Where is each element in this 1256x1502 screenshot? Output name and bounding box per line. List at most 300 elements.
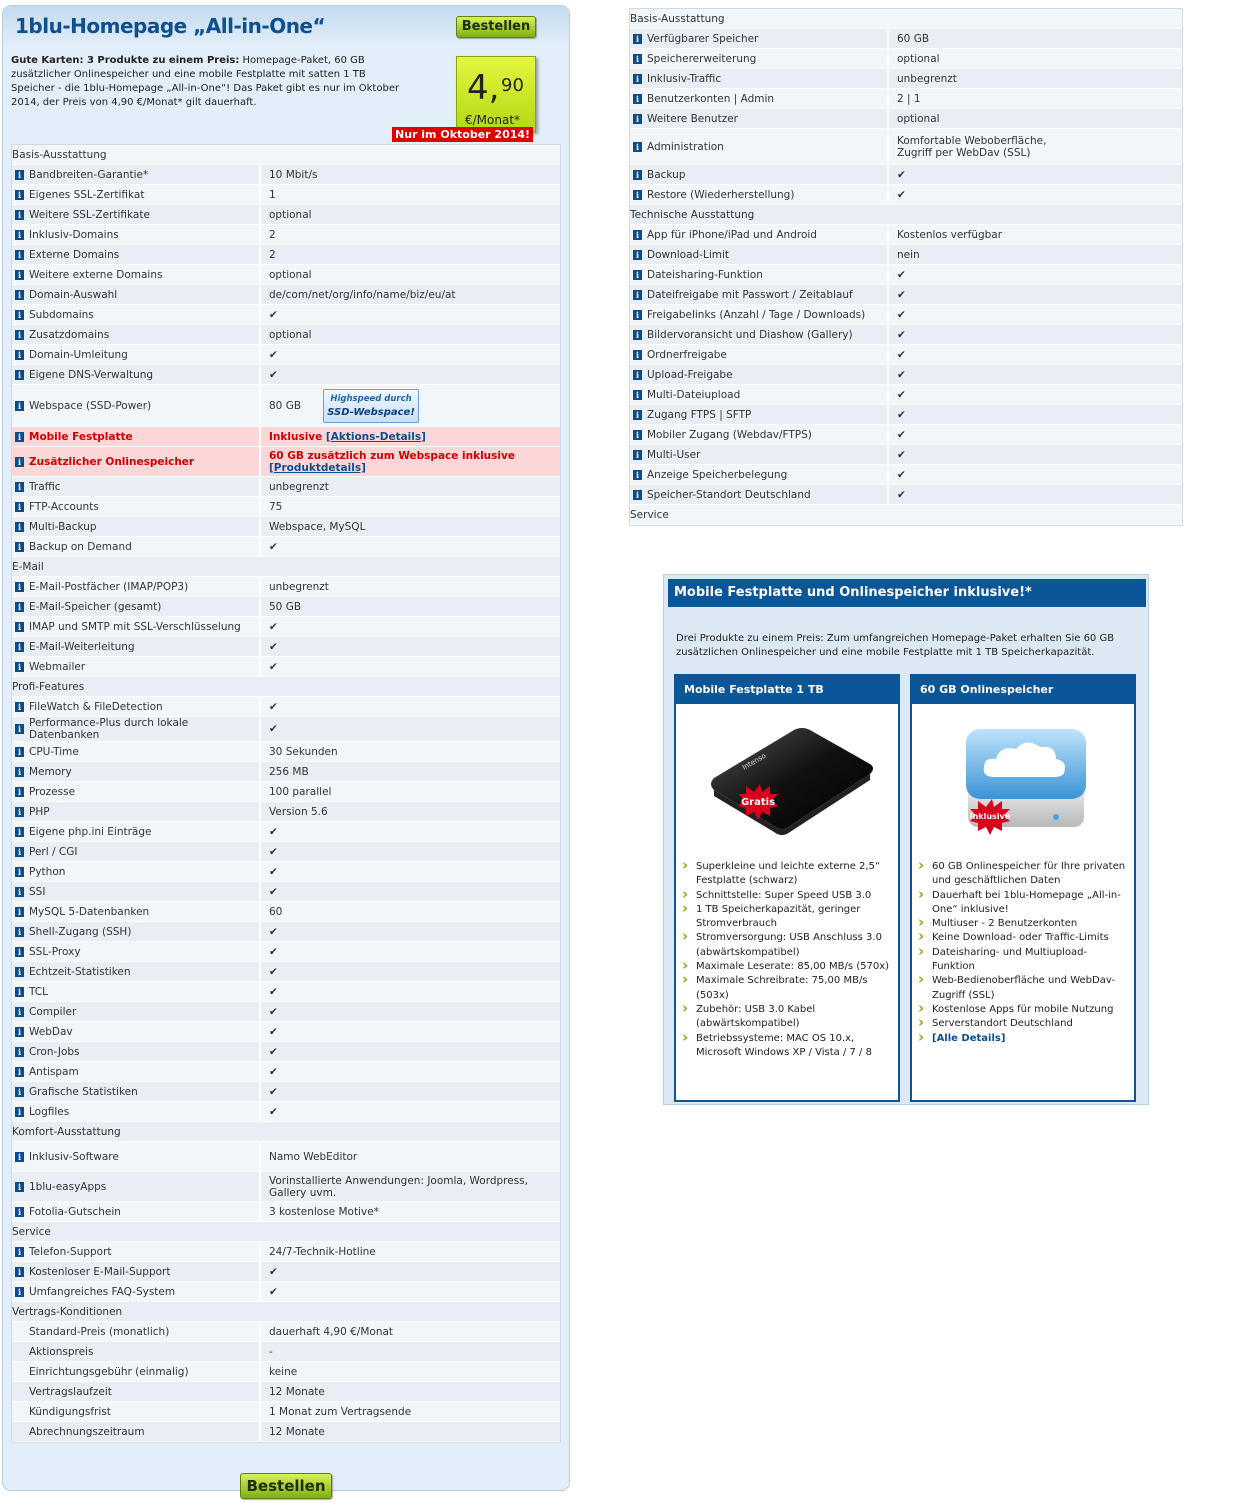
checkmark-icon: ✔ <box>269 865 278 878</box>
row-label: Compiler <box>26 1002 261 1022</box>
storage-feature-list <box>918 860 1128 1046</box>
value-text: 60 GB <box>897 32 930 45</box>
row-value <box>261 345 560 365</box>
info-icon[interactable]: i <box>15 867 24 877</box>
row-label: Telefon-Support <box>26 1242 261 1262</box>
row-label: CPU-Time <box>26 742 261 762</box>
info-cell <box>12 1042 26 1062</box>
row-label: Dateisharing-Funktion <box>644 265 889 285</box>
section-row <box>12 1122 560 1142</box>
list-item: › Maximale Schreibrate: 75,00 MB/s (503x) <box>682 974 892 1003</box>
table-row <box>12 1282 560 1302</box>
row-label: Multi-Dateiupload <box>644 385 889 405</box>
row-value <box>889 425 1182 445</box>
info-cell <box>12 305 26 325</box>
checkmark-icon: ✔ <box>269 348 278 361</box>
info-cell <box>630 405 644 425</box>
info-cell <box>630 285 644 305</box>
info-icon[interactable]: i <box>15 170 24 180</box>
row-value <box>261 305 560 325</box>
info-cell <box>12 1172 26 1202</box>
info-icon[interactable]: i <box>15 642 24 652</box>
row-value <box>889 325 1182 345</box>
row-value <box>261 477 560 497</box>
info-cell <box>12 742 26 762</box>
table-row <box>12 1082 560 1102</box>
value-text: Vorinstallierte Anwendungen: Joomla, Wordpress, Gallery uvm. <box>269 1174 528 1199</box>
value-text: 50 GB <box>269 600 302 613</box>
table-row <box>630 185 1182 205</box>
row-value <box>889 445 1182 465</box>
section-row <box>630 205 1182 225</box>
row-value <box>261 1142 560 1172</box>
info-icon[interactable]: i <box>15 522 24 532</box>
row-value <box>261 902 560 922</box>
row-value <box>889 485 1182 505</box>
offer-badge: Nur im Oktober 2014! <box>392 127 533 142</box>
table-row <box>630 89 1182 109</box>
info-cell <box>630 425 644 445</box>
info-icon[interactable]: i <box>15 1152 24 1162</box>
info-cell <box>630 445 644 465</box>
table-row <box>12 942 560 962</box>
row-value <box>889 225 1182 245</box>
order-button-bottom[interactable]: Bestellen <box>240 1473 332 1499</box>
table-row <box>630 225 1182 245</box>
table-row <box>630 165 1182 185</box>
list-item: › Dateisharing- und Multiupload-Funktion <box>918 946 1128 975</box>
info-icon[interactable]: i <box>15 210 24 220</box>
info-cell <box>630 365 644 385</box>
info-icon[interactable]: i <box>15 582 24 592</box>
info-icon[interactable]: i <box>15 482 24 492</box>
row-label: Vertragslaufzeit <box>26 1382 261 1402</box>
info-icon[interactable]: i <box>15 887 24 897</box>
info-icon[interactable]: i <box>15 767 24 777</box>
value-text: de/com/net/org/info/name/biz/eu/at <box>269 288 456 301</box>
info-icon[interactable]: i <box>15 827 24 837</box>
info-cell <box>12 762 26 782</box>
row-value <box>261 597 560 617</box>
info-icon[interactable]: i <box>15 290 24 300</box>
table-row <box>12 697 560 717</box>
row-value <box>261 1022 560 1042</box>
info-icon[interactable]: i <box>15 1087 24 1097</box>
info-icon[interactable]: i <box>15 270 24 280</box>
row-label: Prozesse <box>26 782 261 802</box>
checkmark-icon: ✔ <box>269 1085 278 1098</box>
row-label: Weitere Benutzer <box>644 109 889 129</box>
row-value <box>261 1282 560 1302</box>
table-row <box>630 29 1182 49</box>
info-cell <box>12 165 26 185</box>
promo-body: Homepage-Paket, 60 GB zusätzlicher Onlinespeicher und eine mobile Festplatte mit satten 1 TB Speicher - die 1blu-Homepage „All-in-One“! Das Paket gibt es nur im Oktober 2014, der Preis von 4,90 €/Monat* gilt dauerhaft. <box>11 55 400 108</box>
info-cell <box>12 657 26 677</box>
table-row <box>12 762 560 782</box>
value-text: 2 <box>269 228 276 241</box>
row-label: Webmailer <box>26 657 261 677</box>
checkmark-icon: ✔ <box>897 168 906 181</box>
value-text: Zugriff per WebDav (SSL) <box>897 146 1031 159</box>
table-row <box>630 405 1182 425</box>
table-row <box>12 517 560 537</box>
row-label: Echtzeit-Statistiken <box>26 962 261 982</box>
list-item: › Maximale Leserate: 85,00 MB/s (570x) <box>682 960 892 974</box>
value-text: Version 5.6 <box>269 805 328 818</box>
info-icon[interactable]: i <box>15 457 24 467</box>
info-cell <box>12 345 26 365</box>
details-link[interactable]: [Aktions-Details] <box>325 430 426 443</box>
info-cell <box>12 1402 26 1422</box>
info-icon[interactable]: i <box>15 330 24 340</box>
table-row <box>12 717 560 742</box>
info-icon[interactable]: i <box>633 34 642 44</box>
row-label: Memory <box>26 762 261 782</box>
info-icon[interactable]: i <box>15 747 24 757</box>
table-row <box>630 385 1182 405</box>
table-row <box>12 285 560 305</box>
info-icon[interactable]: i <box>633 410 642 420</box>
table-row <box>630 109 1182 129</box>
info-icon[interactable]: i <box>15 947 24 957</box>
section-title: Komfort-Ausstattung <box>12 1122 560 1142</box>
info-icon[interactable]: i <box>633 370 642 380</box>
row-value <box>261 742 560 762</box>
row-value <box>261 1362 560 1382</box>
row-label: Eigenes SSL-Zertifikat <box>26 185 261 205</box>
info-icon[interactable]: i <box>15 1207 24 1217</box>
table-row <box>630 445 1182 465</box>
row-value <box>261 185 560 205</box>
row-label: Kündigungsfrist <box>26 1402 261 1422</box>
info-icon[interactable]: i <box>633 270 642 280</box>
table-row <box>12 982 560 1002</box>
ssd-line1: Highspeed durch <box>330 393 412 404</box>
row-value <box>261 1062 560 1082</box>
section-title: Basis-Ausstattung <box>630 9 1182 29</box>
table-row <box>12 597 560 617</box>
info-cell <box>12 577 26 597</box>
info-icon[interactable]: i <box>15 370 24 380</box>
table-row <box>12 1322 560 1342</box>
info-icon[interactable]: i <box>15 1047 24 1057</box>
list-item: › Dauerhaft bei 1blu-Homepage „All-in-One“ inklusive! <box>918 889 1128 918</box>
info-cell <box>12 802 26 822</box>
row-value <box>261 365 560 385</box>
info-cell <box>12 1242 26 1262</box>
row-value <box>261 225 560 245</box>
info-icon[interactable]: i <box>15 724 24 734</box>
row-label: 1blu-easyApps <box>26 1172 261 1202</box>
checkmark-icon: ✔ <box>897 388 906 401</box>
info-icon[interactable]: i <box>15 787 24 797</box>
info-icon[interactable]: i <box>15 847 24 857</box>
row-value <box>889 405 1182 425</box>
row-value <box>889 29 1182 49</box>
table-row <box>630 465 1182 485</box>
info-icon[interactable]: i <box>15 401 24 411</box>
row-label: Speichererweiterung <box>644 49 889 69</box>
checkmark-icon: ✔ <box>897 288 906 301</box>
info-cell <box>12 842 26 862</box>
section-row <box>12 145 560 165</box>
info-icon[interactable]: i <box>15 702 24 712</box>
table-row <box>630 485 1182 505</box>
info-cell <box>12 1322 26 1342</box>
list-item: › 60 GB Onlinespeicher für Ihre privaten und geschäftlichen Daten <box>918 860 1128 889</box>
section-row <box>12 1302 560 1322</box>
info-icon[interactable]: i <box>15 967 24 977</box>
table-row <box>12 802 560 822</box>
list-item: › Superkleine und leichte externe 2,5“ Festplatte (schwarz) <box>682 860 892 889</box>
info-icon[interactable]: i <box>633 170 642 180</box>
info-icon[interactable]: i <box>15 1107 24 1117</box>
row-label: SSL-Proxy <box>26 942 261 962</box>
info-icon[interactable]: i <box>15 1267 24 1277</box>
row-value <box>261 637 560 657</box>
row-label: Umfangreiches FAQ-System <box>26 1282 261 1302</box>
checkmark-icon: ✔ <box>897 188 906 201</box>
info-icon[interactable]: i <box>15 542 24 552</box>
info-icon[interactable]: i <box>633 450 642 460</box>
list-item: › 1 TB Speicherkapazität, geringer Stromverbrauch <box>682 903 892 932</box>
row-value <box>261 205 560 225</box>
info-icon[interactable]: i <box>15 907 24 917</box>
info-icon[interactable]: i <box>633 54 642 64</box>
info-icon[interactable]: i <box>633 470 642 480</box>
table-row <box>12 447 560 477</box>
table-row <box>12 1262 560 1282</box>
row-value <box>261 762 560 782</box>
info-icon[interactable]: i <box>633 94 642 104</box>
value-text: optional <box>897 112 940 125</box>
table-row <box>12 822 560 842</box>
value-text: keine <box>269 1365 298 1378</box>
value-text: nein <box>897 248 920 261</box>
info-cell <box>12 1362 26 1382</box>
info-cell <box>630 465 644 485</box>
section-title: Basis-Ausstattung <box>12 145 560 165</box>
info-icon[interactable]: i <box>15 987 24 997</box>
list-item: › Serverstandort Deutschland <box>918 1017 1128 1031</box>
row-label: Upload-Freigabe <box>644 365 889 385</box>
info-icon[interactable]: i <box>15 602 24 612</box>
value-text: 256 MB <box>269 765 309 778</box>
row-value <box>261 427 560 447</box>
info-icon[interactable]: i <box>15 662 24 672</box>
row-label: Fotolia-Gutschein <box>26 1202 261 1222</box>
row-value <box>261 537 560 557</box>
row-value <box>261 1172 560 1202</box>
ssd-line2: SSD-Webspace! <box>327 406 415 418</box>
value-text: 60 <box>269 905 283 918</box>
info-icon[interactable]: i <box>633 390 642 400</box>
row-value <box>261 1242 560 1262</box>
info-icon[interactable]: i <box>15 1247 24 1257</box>
table-row <box>12 205 560 225</box>
info-cell <box>12 285 26 305</box>
info-icon[interactable]: i <box>15 807 24 817</box>
info-icon[interactable]: i <box>15 230 24 240</box>
info-icon[interactable]: i <box>633 310 642 320</box>
row-label: FTP-Accounts <box>26 497 261 517</box>
row-label: Weitere externe Domains <box>26 265 261 285</box>
table-row <box>12 637 560 657</box>
table-row <box>12 537 560 557</box>
row-value <box>261 842 560 862</box>
info-cell <box>12 1202 26 1222</box>
checkmark-icon: ✔ <box>269 1025 278 1038</box>
info-icon[interactable]: i <box>633 350 642 360</box>
checkmark-icon: ✔ <box>897 328 906 341</box>
info-icon[interactable]: i <box>15 190 24 200</box>
list-item: › Stromversorgung: USB Anschluss 3.0 (abwärtskompatibel) <box>682 931 892 960</box>
info-icon[interactable]: i <box>15 250 24 260</box>
value-text: dauerhaft 4,90 €/Monat <box>269 1325 394 1338</box>
info-cell <box>12 1282 26 1302</box>
row-label: Abrechnungszeitraum <box>26 1422 261 1442</box>
info-icon[interactable]: i <box>633 190 642 200</box>
table-row <box>12 185 560 205</box>
row-value <box>889 265 1182 285</box>
info-icon[interactable]: i <box>15 1007 24 1017</box>
price-box <box>456 56 536 132</box>
info-icon[interactable]: i <box>15 1182 24 1192</box>
info-cell <box>12 697 26 717</box>
value-text: - <box>269 1345 273 1358</box>
info-icon[interactable]: i <box>633 74 642 84</box>
row-value <box>889 245 1182 265</box>
table-row <box>12 1102 560 1122</box>
row-label: SSI <box>26 882 261 902</box>
info-icon[interactable]: i <box>15 350 24 360</box>
value-text: 12 Monate <box>269 1385 325 1398</box>
info-cell <box>12 1382 26 1402</box>
checkmark-icon: ✔ <box>269 620 278 633</box>
info-cell <box>12 962 26 982</box>
table-row <box>12 1362 560 1382</box>
row-label: Anzeige Speicherbelegung <box>644 465 889 485</box>
table-row <box>12 245 560 265</box>
checkmark-icon: ✔ <box>269 965 278 978</box>
checkmark-icon: ✔ <box>269 368 278 381</box>
info-icon[interactable]: i <box>15 502 24 512</box>
price-unit: €/Monat* <box>465 113 521 127</box>
row-label: Speicher-Standort Deutschland <box>644 485 889 505</box>
row-value <box>261 165 560 185</box>
info-icon[interactable]: i <box>15 1067 24 1077</box>
info-cell <box>12 447 26 477</box>
table-row <box>12 1202 560 1222</box>
info-icon[interactable]: i <box>15 1287 24 1297</box>
info-icon[interactable]: i <box>15 1027 24 1037</box>
value-text: unbegrenzt <box>269 580 329 593</box>
row-label: Zusätzlicher Onlinespeicher <box>26 447 261 477</box>
row-value <box>889 109 1182 129</box>
row-label: Eigene php.ini Einträge <box>26 822 261 842</box>
value-text: optional <box>269 208 312 221</box>
row-value <box>889 345 1182 365</box>
row-label: Multi-User <box>644 445 889 465</box>
table-row <box>12 1142 560 1172</box>
info-icon[interactable]: i <box>633 114 642 124</box>
info-icon[interactable]: i <box>15 622 24 632</box>
info-icon[interactable]: i <box>633 230 642 240</box>
row-label: Domain-Auswahl <box>26 285 261 305</box>
row-value <box>261 1202 560 1222</box>
info-icon[interactable]: i <box>633 290 642 300</box>
info-cell <box>12 265 26 285</box>
row-label: Bandbreiten-Garantie* <box>26 165 261 185</box>
info-cell <box>12 325 26 345</box>
row-label: Kostenloser E-Mail-Support <box>26 1262 261 1282</box>
storage-table <box>630 9 1182 525</box>
row-value <box>889 49 1182 69</box>
row-value <box>889 305 1182 325</box>
value-text: 100 parallel <box>269 785 332 798</box>
info-icon[interactable]: i <box>633 430 642 440</box>
row-value <box>261 1382 560 1402</box>
row-label: Inklusiv-Traffic <box>644 69 889 89</box>
price-main: 4, <box>467 68 500 108</box>
value-text: unbegrenzt <box>269 480 329 493</box>
info-cell <box>630 49 644 69</box>
row-label: Cron-Jobs <box>26 1042 261 1062</box>
section-row <box>12 1222 560 1242</box>
section-row <box>630 505 1182 525</box>
info-icon[interactable]: i <box>15 927 24 937</box>
info-icon[interactable]: i <box>633 142 642 152</box>
info-icon[interactable]: i <box>633 490 642 500</box>
checkmark-icon: ✔ <box>269 1105 278 1118</box>
info-cell <box>12 1102 26 1122</box>
bundle-description: Drei Produkte zu einem Preis: Zum umfangreichen Homepage-Paket erhalten Sie 60 GB zusätzlichen Onlinespeicher und eine mobile Festplatte mit 1 TB Speicherkapazität. <box>676 633 1115 658</box>
table-row <box>12 497 560 517</box>
promo-bold: Gute Karten: 3 Produkte zu einem Preis: <box>11 55 240 66</box>
row-label: Inklusiv-Domains <box>26 225 261 245</box>
row-value <box>889 365 1182 385</box>
row-value <box>889 129 1182 165</box>
list-item: › Betriebssysteme: MAC OS 10.x, Microsoft Windows XP / Vista / 7 / 8 <box>682 1032 892 1061</box>
details-link[interactable]: [Produktdetails] <box>269 461 366 474</box>
checkmark-icon: ✔ <box>269 700 278 713</box>
row-value <box>261 245 560 265</box>
info-cell <box>630 305 644 325</box>
all-details-link[interactable]: › [Alle Details] <box>918 1032 1128 1046</box>
storage-table-wrap <box>629 8 1183 526</box>
row-label: Logfiles <box>26 1102 261 1122</box>
info-icon[interactable]: i <box>633 330 642 340</box>
table-row <box>12 1402 560 1422</box>
row-label: Benutzerkonten | Admin <box>644 89 889 109</box>
section-title: Profi-Features <box>12 677 560 697</box>
row-value <box>261 657 560 677</box>
disk-feature-list <box>682 860 892 1060</box>
order-button-top[interactable]: Bestellen <box>456 16 536 38</box>
row-label: Backup on Demand <box>26 537 261 557</box>
info-icon[interactable]: i <box>15 310 24 320</box>
table-row <box>630 325 1182 345</box>
info-cell <box>12 225 26 245</box>
row-label: Weitere SSL-Zertifikate <box>26 205 261 225</box>
checkmark-icon: ✔ <box>897 428 906 441</box>
info-cell <box>12 782 26 802</box>
info-icon[interactable]: i <box>15 432 24 442</box>
row-label: E-Mail-Weiterleitung <box>26 637 261 657</box>
info-icon[interactable]: i <box>633 250 642 260</box>
row-label: Ordnerfreigabe <box>644 345 889 365</box>
row-value <box>261 1402 560 1422</box>
